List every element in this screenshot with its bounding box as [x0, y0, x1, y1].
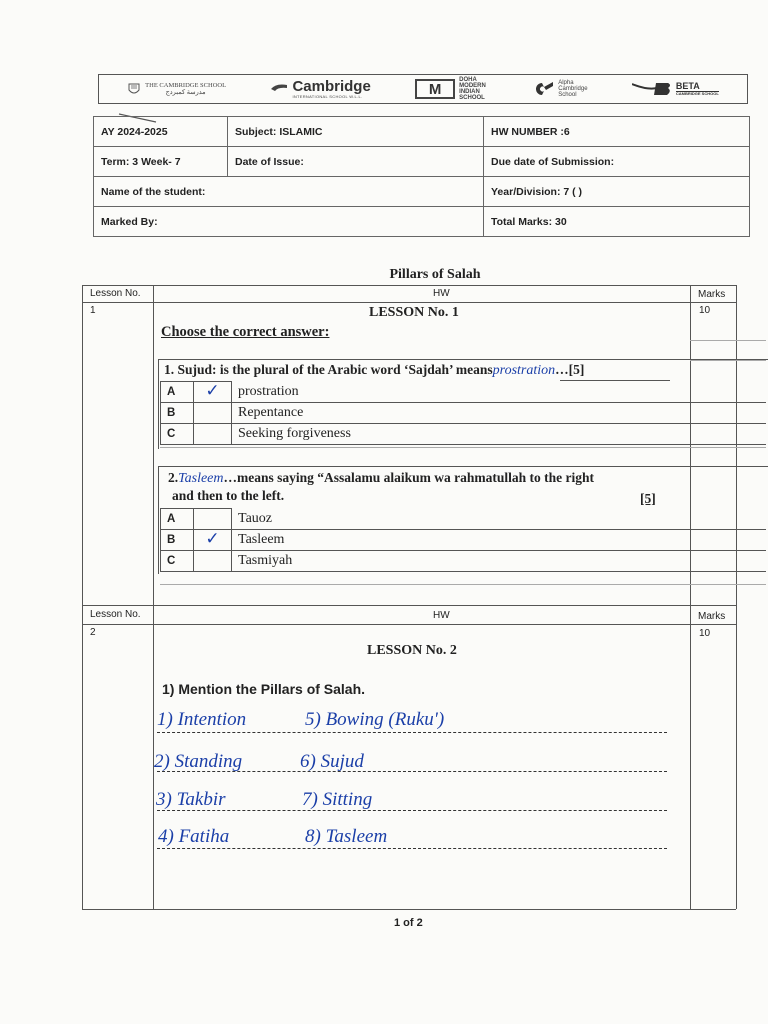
frame-left-line — [82, 285, 83, 909]
option-letter: A — [161, 382, 194, 403]
option-letter: C — [161, 424, 194, 445]
student-name: Name of the student: — [94, 177, 484, 207]
option-checkbox[interactable] — [194, 530, 232, 551]
term-week: Term: 3 Week- 7 — [94, 147, 228, 177]
option-text: prostration — [232, 382, 767, 403]
marks-col-divider — [690, 285, 691, 909]
hw-number: HW NUMBER :6 — [484, 117, 750, 147]
option-text: Tasleem — [232, 530, 767, 551]
dmis-line-2: MODERN — [459, 83, 486, 89]
option-text: Repentance — [232, 403, 767, 424]
worksheet-title: Pillars of Salah — [389, 267, 481, 282]
lesson2-question: 1) Mention the Pillars of Salah. — [162, 681, 366, 697]
option-row — [161, 382, 767, 403]
date-of-issue: Date of Issue: — [228, 147, 484, 177]
cambridge-subtitle: INTERNATIONAL SCHOOL W.L.L. — [292, 93, 363, 99]
q2-left-line — [158, 466, 159, 574]
option-row — [161, 530, 767, 551]
q1-text: 1. Sujud: is the plural of the Arabic word ‘Sajdah’ means — [164, 362, 493, 377]
option-text: Tauoz — [232, 509, 767, 530]
option-checkbox[interactable] — [194, 403, 232, 424]
q2-options — [160, 508, 766, 572]
beta-swoosh-icon — [632, 82, 672, 96]
option-letter: A — [161, 509, 194, 530]
option-letter: B — [161, 530, 194, 551]
frame-bottom-line — [82, 909, 736, 910]
total-marks: Total Marks: 30 — [484, 207, 750, 237]
option-row — [161, 403, 767, 424]
lesson-col-divider — [153, 285, 154, 909]
answer-right: 8) Tasleem — [305, 826, 388, 847]
answer-left: 2) Standing — [154, 751, 243, 772]
lesson1-instruction: Choose the correct answer: — [161, 324, 330, 340]
marks-header-2: Marks — [698, 611, 726, 622]
cambridge-school-name: THE CAMBRIDGE SCHOOL — [145, 82, 227, 89]
lesson2-marks: 10 — [699, 628, 711, 639]
alpha-logo — [530, 80, 587, 98]
marked-by: Marked By: — [94, 207, 484, 237]
q2-handwritten-answer: Tasleem — [178, 471, 224, 486]
year-division: Year/Division: 7 ( ) — [484, 177, 750, 207]
dmis-line-3: INDIAN — [459, 89, 480, 95]
school-logos-banner — [98, 74, 748, 104]
answer-right: 7) Sitting — [302, 789, 373, 810]
beta-subtitle: CAMBRIDGE SCHOOL — [675, 91, 719, 96]
lesson2-header-top-line — [82, 605, 736, 606]
alpha-line-1: Alpha — [558, 80, 574, 86]
lesson2-header-bottom-line — [82, 624, 736, 625]
option-checkbox[interactable] — [194, 509, 232, 530]
option-checkbox[interactable] — [194, 551, 232, 572]
q1-handwritten-answer: prostration — [492, 363, 556, 378]
ruling-line — [160, 584, 766, 585]
checkmark-icon: ✓ — [205, 529, 220, 549]
frame-right-line — [736, 285, 737, 909]
marks-header: Marks — [698, 289, 726, 300]
answer-left: 4) Fatiha — [158, 826, 230, 847]
ruling-line — [160, 447, 766, 448]
lesson1-marks: 10 — [699, 305, 711, 316]
alpha-mark-icon — [530, 81, 554, 97]
lesson2-number: 2 — [90, 627, 96, 638]
cambridge-school-arabic: مدرسة كمبردج — [165, 89, 206, 96]
homework-info-table — [93, 116, 750, 237]
option-checkbox[interactable] — [194, 382, 232, 403]
q2-text-line2: and then to the left. — [172, 488, 285, 503]
doha-modern-logo — [415, 77, 486, 101]
option-row — [161, 509, 767, 530]
q2-top-line — [158, 466, 768, 467]
beta-logo — [632, 82, 719, 96]
q1-options — [160, 381, 766, 445]
cambridge-school-logo — [127, 82, 226, 96]
alpha-line-3: School — [558, 92, 577, 98]
cambridge-intl-logo — [270, 77, 371, 99]
question-2 — [168, 470, 594, 487]
ruling-line — [690, 340, 766, 341]
beta-name: BETA — [675, 81, 700, 91]
hw-header-2: HW — [433, 610, 450, 621]
q2-marks: [5] — [640, 491, 656, 506]
lesson1-header-bottom-line — [82, 302, 736, 303]
answer-right: 6) Sujud — [300, 751, 364, 772]
ruling-line — [690, 360, 766, 361]
option-text: Tasmiyah — [232, 551, 767, 572]
lesson-no-header: Lesson No. — [90, 288, 141, 299]
subject: Subject: ISLAMIC — [228, 117, 484, 147]
checkmark-icon: ✓ — [205, 381, 220, 401]
page-number: 1 of 2 — [394, 917, 423, 929]
due-date: Due date of Submission: — [484, 147, 750, 177]
cambridge-wordmark: Cambridge — [292, 77, 371, 95]
lesson1-number: 1 — [90, 305, 96, 316]
alpha-line-2: Cambridge — [558, 86, 588, 92]
q1-top-line — [158, 359, 768, 360]
answer-right: 5) Bowing (Ruku') — [305, 709, 445, 730]
dmis-line-1: DOHA — [459, 77, 477, 83]
option-checkbox[interactable] — [194, 424, 232, 445]
option-letter: B — [161, 403, 194, 424]
answer-left: 3) Takbir — [156, 789, 226, 810]
hw-header: HW — [433, 288, 450, 299]
option-row — [161, 424, 767, 445]
cambridge-mark-icon — [270, 83, 288, 95]
lesson2-heading: LESSON No. 2 — [367, 643, 457, 658]
m-logo-icon: M — [415, 79, 455, 99]
dmis-line-4: SCHOOL — [459, 95, 485, 101]
lesson-no-header-2: Lesson No. — [90, 609, 141, 620]
q2-number: 2. — [168, 470, 179, 485]
q2-text-line1: …means saying “Assalamu alaikum wa rahmatullah to the right — [223, 470, 595, 485]
answer-line — [157, 848, 667, 849]
option-letter: C — [161, 551, 194, 572]
frame-top-line — [82, 285, 736, 286]
option-text: Seeking forgiveness — [232, 424, 767, 445]
crest-icon — [127, 82, 141, 96]
answer-line — [157, 771, 667, 772]
lesson1-heading: LESSON No. 1 — [369, 305, 459, 320]
option-row — [161, 551, 767, 572]
academic-year: AY 2024-2025 — [94, 117, 228, 147]
question-1 — [164, 362, 584, 379]
q1-marks: …[5] — [555, 362, 585, 377]
answer-line — [157, 732, 667, 733]
answer-line — [157, 810, 667, 811]
answer-left: 1) Intention — [157, 709, 247, 730]
q1-left-line — [158, 359, 159, 449]
